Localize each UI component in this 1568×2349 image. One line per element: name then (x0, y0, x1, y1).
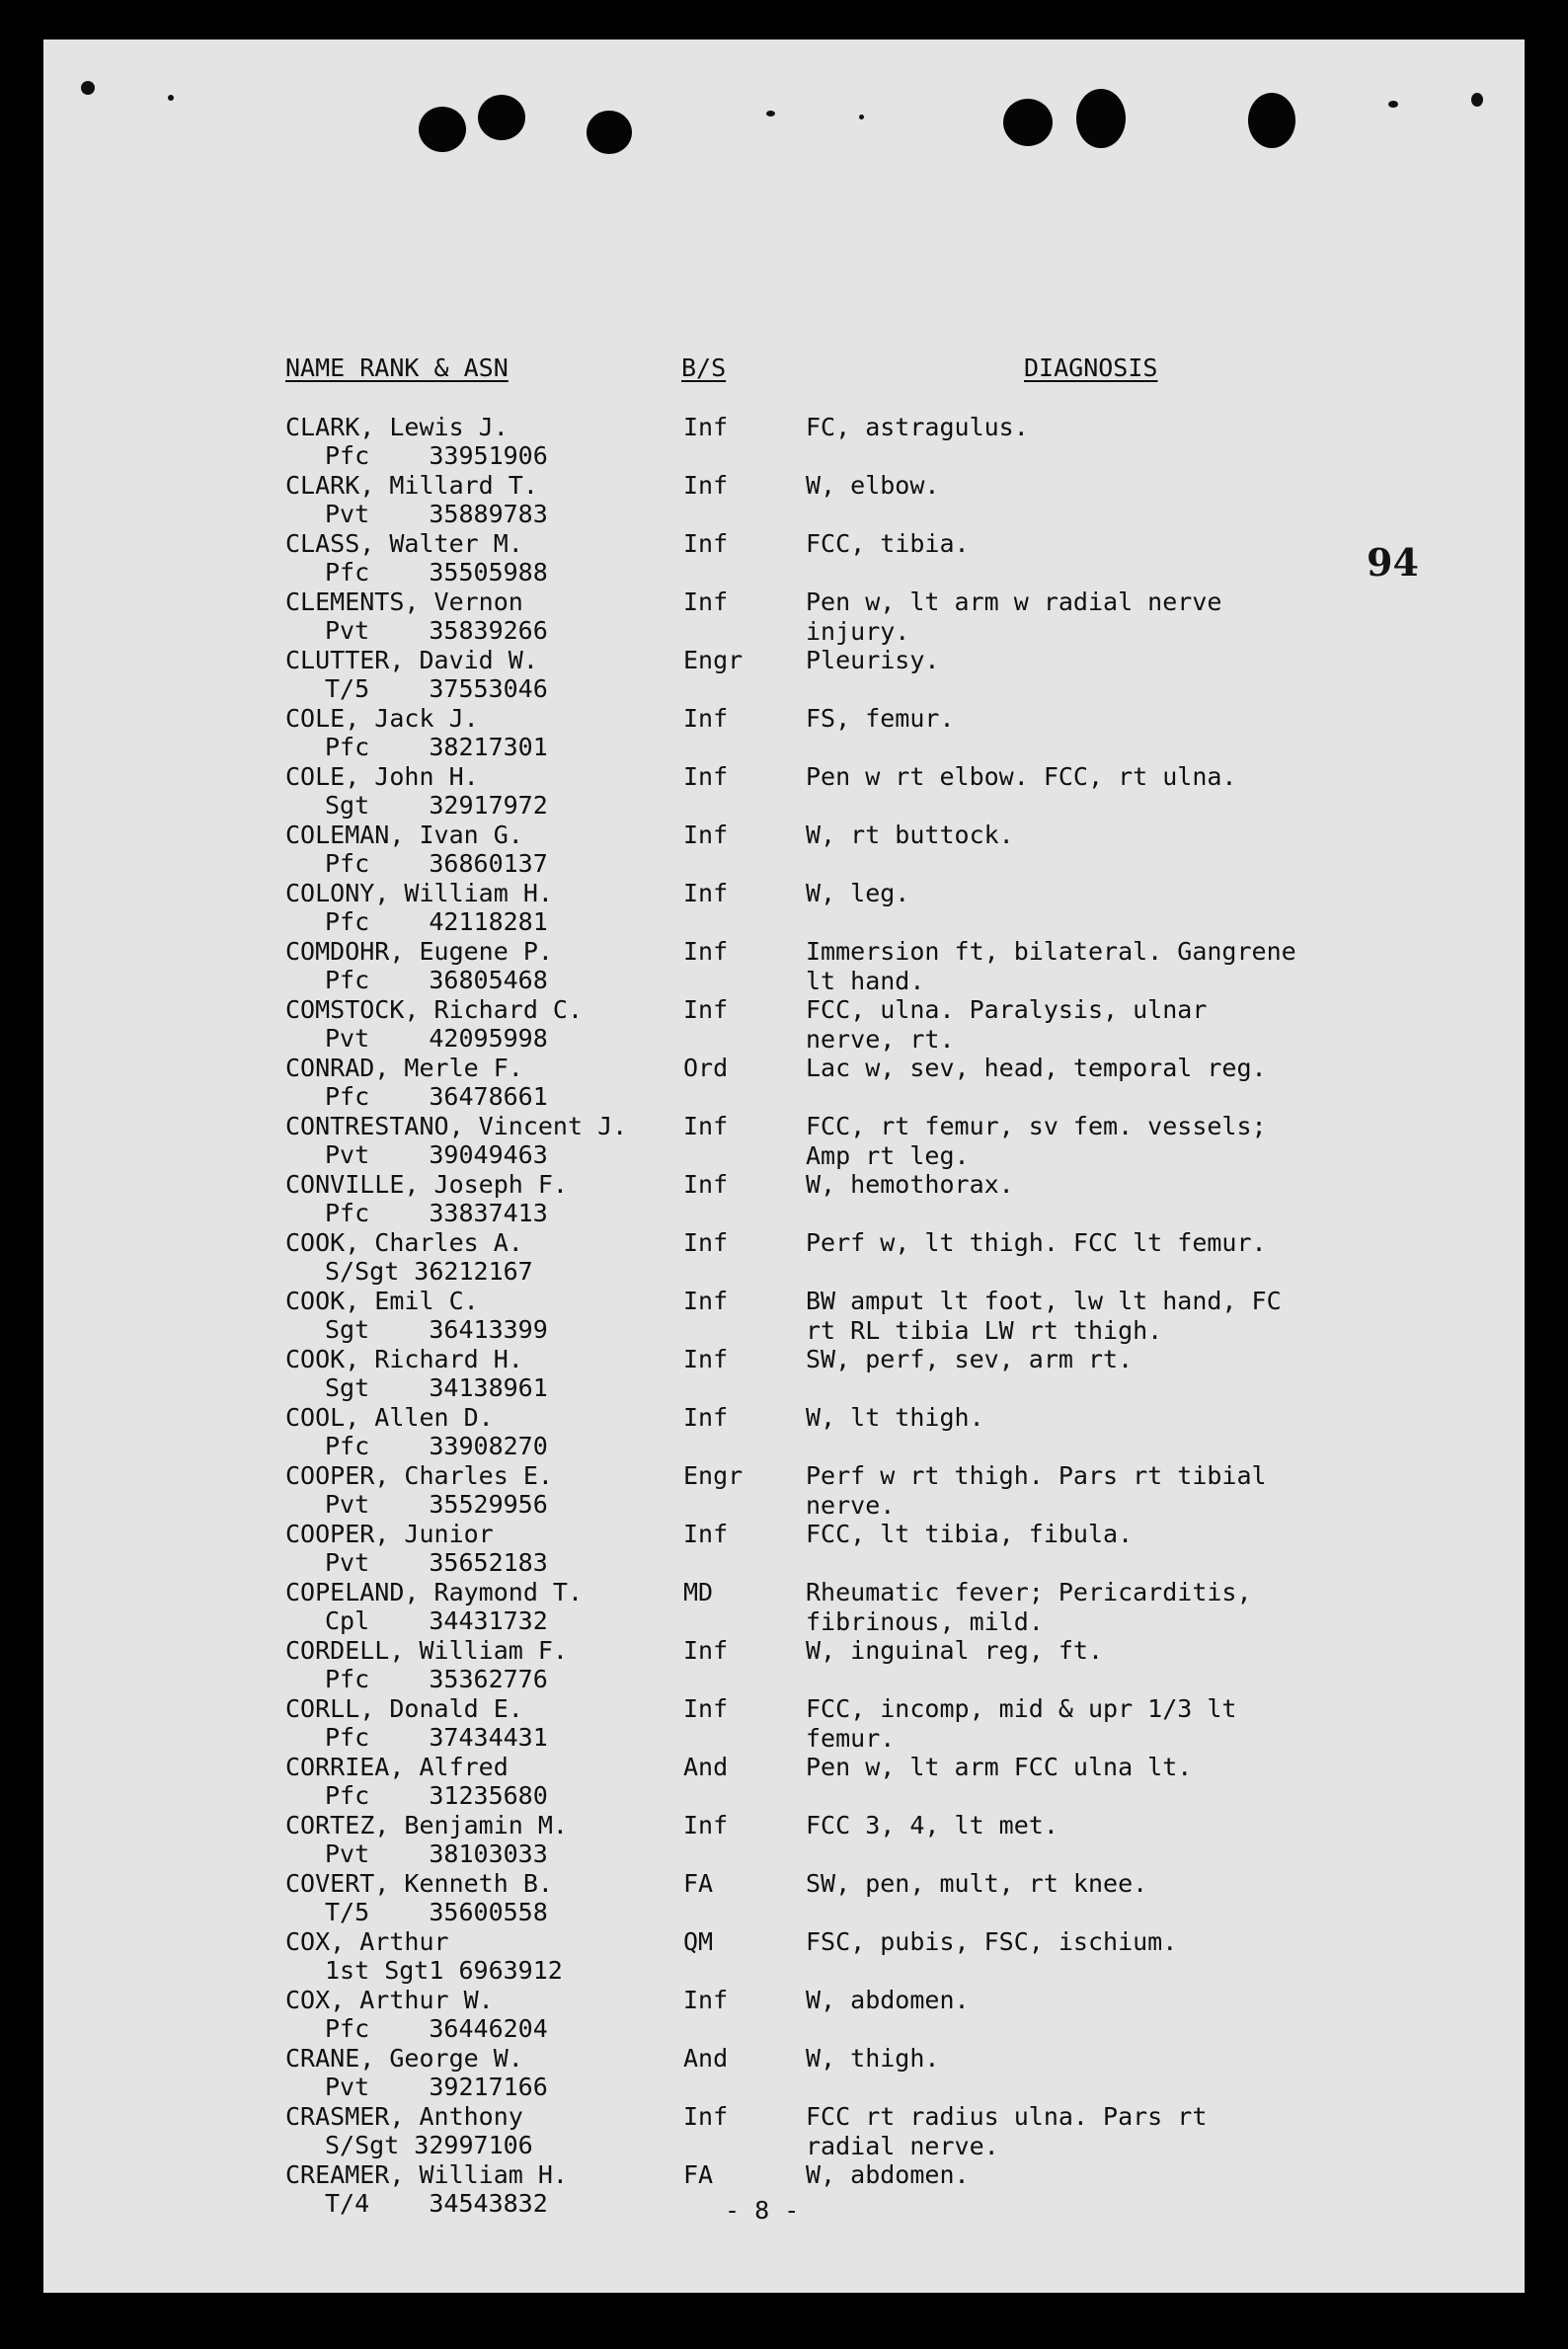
diagnosis (806, 471, 939, 501)
diagnosis (806, 1520, 1133, 1549)
soldier-name: CONRAD, Merle F. (285, 1054, 523, 1082)
diagnosis (806, 1287, 1282, 1345)
roster-list (43, 413, 1525, 2219)
list-item (43, 587, 1525, 646)
diagnosis-line: injury. (806, 616, 910, 646)
soldier-name: CLARK, Millard T. (285, 471, 538, 500)
list-item (43, 995, 1525, 1054)
rank-and-serial-number: Pvt 38103033 (325, 1840, 548, 1868)
document-page (43, 39, 1525, 2293)
rank-and-serial-number: Pvt 42095998 (325, 1024, 548, 1053)
soldier-name: CRASMER, Anthony (285, 2102, 523, 2131)
diagnosis (806, 995, 1207, 1054)
diagnosis-line: FC, astragulus. (806, 413, 1029, 441)
list-item (43, 413, 1525, 471)
soldier-name: CRANE, George W. (285, 2044, 523, 2073)
rank-and-serial-number: Pfc 33837413 (325, 1199, 548, 1227)
branch-of-service: Engr (683, 646, 744, 674)
diagnosis-line: SW, perf, sev, arm rt. (806, 1345, 1134, 1373)
diagnosis-line: fibrinous, mild. (806, 1606, 1044, 1636)
list-item (43, 1578, 1525, 1636)
diagnosis (806, 821, 1014, 850)
list-item (43, 1403, 1525, 1461)
list-item (43, 1112, 1525, 1170)
diagnosis (806, 1345, 1133, 1374)
diagnosis-line: Amp rt leg. (806, 1140, 970, 1170)
branch-of-service: Inf (683, 1112, 729, 1140)
list-item (43, 2044, 1525, 2102)
soldier-name: COLEMAN, Ivan G. (285, 821, 523, 849)
list-item (43, 1811, 1525, 1869)
branch-of-service: Engr (683, 1461, 744, 1490)
diagnosis-line: W, rt buttock. (806, 821, 1014, 849)
soldier-name: CORTEZ, Benjamin M. (285, 1811, 568, 1840)
diagnosis-line: lt hand. (806, 966, 925, 995)
list-item (43, 1520, 1525, 1578)
diagnosis-line: nerve. (806, 1490, 896, 1520)
rank-and-serial-number: 1st Sgt1 6963912 (325, 1956, 563, 1985)
header-bs: B/S (681, 353, 727, 382)
branch-of-service: Inf (683, 1345, 729, 1373)
rank-and-serial-number: T/5 37553046 (325, 674, 548, 703)
diagnosis (806, 529, 970, 559)
diagnosis (806, 587, 1221, 646)
branch-of-service: MD (683, 1578, 714, 1606)
list-item (43, 1287, 1525, 1345)
branch-of-service: Ord (683, 1054, 729, 1082)
soldier-name: COX, Arthur (285, 1927, 449, 1956)
diagnosis-line: rt RL tibia LW rt thigh. (806, 1315, 1163, 1345)
soldier-name: CORLL, Donald E. (285, 1694, 523, 1723)
diagnosis-line: FCC, lt tibia, fibula. (806, 1520, 1134, 1548)
branch-of-service: Inf (683, 587, 729, 616)
branch-of-service: Inf (683, 1520, 729, 1548)
list-item (43, 1228, 1525, 1287)
punch-hole (1076, 89, 1126, 148)
diagnosis-line: Pen w, lt arm w radial nerve (806, 587, 1222, 616)
rank-and-serial-number: Pfc 35362776 (325, 1665, 548, 1693)
list-item (43, 1694, 1525, 1753)
diagnosis-line: W, abdomen. (806, 1986, 970, 2014)
punch-hole (1248, 93, 1295, 148)
list-item (43, 821, 1525, 879)
diagnosis-line: FCC 3, 4, lt met. (806, 1811, 1058, 1840)
rank-and-serial-number: Sgt 36413399 (325, 1315, 548, 1344)
diagnosis-line: Immersion ft, bilateral. Gangrene (806, 937, 1296, 966)
diagnosis-line: FCC, incomp, mid & upr 1/3 lt (806, 1694, 1237, 1723)
list-item (43, 1461, 1525, 1520)
diagnosis (806, 1578, 1252, 1636)
diagnosis-line: FCC, tibia. (806, 529, 970, 558)
list-item (43, 879, 1525, 937)
diagnosis (806, 762, 1237, 792)
punch-hole (1003, 99, 1053, 146)
branch-of-service: Inf (683, 471, 729, 500)
rank-and-serial-number: T/5 35600558 (325, 1898, 548, 1926)
soldier-name: COMDOHR, Eugene P. (285, 937, 553, 966)
diagnosis (806, 1694, 1237, 1753)
page-number: - 8 - (725, 2196, 800, 2225)
rank-and-serial-number: Pfc 31235680 (325, 1781, 548, 1810)
diagnosis (806, 1054, 1267, 1083)
soldier-name: CLEMENTS, Vernon (285, 587, 523, 616)
branch-of-service: FA (683, 2160, 714, 2189)
rank-and-serial-number: Pvt 35652183 (325, 1548, 548, 1577)
list-item (43, 1753, 1525, 1811)
soldier-name: COOK, Charles A. (285, 1228, 523, 1257)
diagnosis-line: FCC, ulna. Paralysis, ulnar (806, 995, 1208, 1024)
list-item (43, 762, 1525, 821)
list-item (43, 704, 1525, 762)
diagnosis (806, 1753, 1192, 1782)
diagnosis (806, 646, 939, 675)
branch-of-service: And (683, 2044, 729, 2073)
branch-of-service: QM (683, 1927, 714, 1956)
diagnosis-line: FCC rt radius ulna. Pars rt (806, 2102, 1208, 2131)
branch-of-service: Inf (683, 1694, 729, 1723)
diagnosis (806, 704, 955, 734)
rank-and-serial-number: Pvt 35529956 (325, 1490, 548, 1519)
diagnosis-line: Rheumatic fever; Pericarditis, (806, 1578, 1252, 1606)
speck (859, 115, 864, 119)
diagnosis-line: BW amput lt foot, lw lt hand, FC (806, 1287, 1282, 1315)
list-item (43, 1054, 1525, 1112)
diagnosis-line: Perf w, lt thigh. FCC lt femur. (806, 1228, 1267, 1257)
soldier-name: COLE, Jack J. (285, 704, 479, 733)
diagnosis-line: nerve, rt. (806, 1024, 955, 1054)
rank-and-serial-number: Pfc 33908270 (325, 1432, 548, 1460)
rank-and-serial-number: Pfc 42118281 (325, 907, 548, 936)
diagnosis-line: FS, femur. (806, 704, 955, 733)
list-item (43, 1869, 1525, 1927)
diagnosis (806, 2102, 1207, 2160)
branch-of-service: Inf (683, 1403, 729, 1432)
soldier-name: CONVILLE, Joseph F. (285, 1170, 568, 1199)
soldier-name: COLE, John H. (285, 762, 479, 791)
soldier-name: CONTRESTANO, Vincent J. (285, 1112, 628, 1140)
branch-of-service: Inf (683, 1170, 729, 1199)
header-name-rank-asn: NAME RANK & ASN (285, 353, 509, 382)
rank-and-serial-number: Pfc 35505988 (325, 558, 548, 587)
diagnosis (806, 2044, 939, 2074)
diagnosis (806, 1927, 1177, 1957)
diagnosis (806, 1228, 1267, 1258)
diagnosis (806, 937, 1296, 995)
list-item (43, 1986, 1525, 2044)
rank-and-serial-number: Sgt 34138961 (325, 1373, 548, 1402)
list-item (43, 646, 1525, 704)
rank-and-serial-number: Pfc 36478661 (325, 1082, 548, 1111)
branch-of-service: Inf (683, 879, 729, 907)
branch-of-service: Inf (683, 2102, 729, 2131)
rank-and-serial-number: Pfc 38217301 (325, 733, 548, 761)
diagnosis-line: Lac w, sev, head, temporal reg. (806, 1054, 1267, 1082)
diagnosis-line: radial nerve. (806, 2131, 999, 2160)
diagnosis-line: W, inguinal reg, ft. (806, 1636, 1104, 1665)
soldier-name: COOK, Emil C. (285, 1287, 479, 1315)
diagnosis (806, 1811, 1058, 1840)
branch-of-service: Inf (683, 1287, 729, 1315)
soldier-name: CREAMER, William H. (285, 2160, 568, 2189)
speck (1471, 93, 1483, 107)
soldier-name: COVERT, Kenneth B. (285, 1869, 553, 1898)
list-item (43, 2102, 1525, 2160)
punch-hole (587, 111, 632, 154)
diagnosis-line: SW, pen, mult, rt knee. (806, 1869, 1148, 1898)
rank-and-serial-number: S/Sgt 32997106 (325, 2131, 533, 2159)
branch-of-service: Inf (683, 937, 729, 966)
rank-and-serial-number: Pvt 39049463 (325, 1140, 548, 1169)
list-item (43, 1927, 1525, 1986)
soldier-name: COOL, Allen D. (285, 1403, 494, 1432)
diagnosis (806, 1986, 970, 2015)
diagnosis (806, 1170, 1014, 1200)
branch-of-service: Inf (683, 1986, 729, 2014)
branch-of-service: Inf (683, 1636, 729, 1665)
speck (766, 111, 775, 117)
diagnosis-line: FSC, pubis, FSC, ischium. (806, 1927, 1178, 1956)
diagnosis (806, 2160, 970, 2190)
soldier-name: COOK, Richard H. (285, 1345, 523, 1373)
diagnosis-line: Perf w rt thigh. Pars rt tibial (806, 1461, 1267, 1490)
diagnosis-line: Pen w rt elbow. FCC, rt ulna. (806, 762, 1237, 791)
diagnosis-line: FCC, rt femur, sv fem. vessels; (806, 1112, 1267, 1140)
rank-and-serial-number: Pfc 36446204 (325, 2014, 548, 2043)
branch-of-service: Inf (683, 1228, 729, 1257)
soldier-name: COPELAND, Raymond T. (285, 1578, 584, 1606)
diagnosis-line: Pleurisy. (806, 646, 940, 674)
branch-of-service: And (683, 1753, 729, 1781)
rank-and-serial-number: Pvt 35889783 (325, 500, 548, 528)
punch-hole (478, 95, 525, 140)
stamp-number: 94 (1367, 540, 1419, 585)
rank-and-serial-number: Pfc 37434431 (325, 1723, 548, 1752)
soldier-name: COOPER, Junior (285, 1520, 494, 1548)
diagnosis (806, 1869, 1147, 1899)
diagnosis (806, 879, 909, 908)
rank-and-serial-number: T/4 34543832 (325, 2189, 548, 2218)
diagnosis-line: W, lt thigh. (806, 1403, 984, 1432)
list-item (43, 1636, 1525, 1694)
punch-hole (419, 107, 466, 152)
soldier-name: COOPER, Charles E. (285, 1461, 553, 1490)
diagnosis-line: W, hemothorax. (806, 1170, 1014, 1199)
speck (1388, 101, 1398, 108)
speck (81, 81, 95, 95)
rank-and-serial-number: Pvt 35839266 (325, 616, 548, 645)
speck (168, 95, 174, 101)
header-diagnosis: DIAGNOSIS (1024, 353, 1158, 382)
branch-of-service: Inf (683, 762, 729, 791)
list-item (43, 1170, 1525, 1228)
rank-and-serial-number: Sgt 32917972 (325, 791, 548, 820)
rank-and-serial-number: Pvt 39217166 (325, 2073, 548, 2101)
branch-of-service: Inf (683, 413, 729, 441)
list-item (43, 471, 1525, 529)
branch-of-service: Inf (683, 704, 729, 733)
soldier-name: CORRIEA, Alfred (285, 1753, 509, 1781)
branch-of-service: FA (683, 1869, 714, 1898)
branch-of-service: Inf (683, 995, 729, 1024)
soldier-name: CLASS, Walter M. (285, 529, 523, 558)
branch-of-service: Inf (683, 1811, 729, 1840)
diagnosis-line: W, thigh. (806, 2044, 940, 2073)
branch-of-service: Inf (683, 529, 729, 558)
diagnosis (806, 413, 1029, 442)
soldier-name: COX, Arthur W. (285, 1986, 494, 2014)
rank-and-serial-number: Cpl 34431732 (325, 1606, 548, 1635)
rank-and-serial-number: Pfc 36860137 (325, 849, 548, 878)
soldier-name: CLUTTER, David W. (285, 646, 538, 674)
branch-of-service: Inf (683, 821, 729, 849)
diagnosis (806, 1112, 1267, 1170)
diagnosis (806, 1636, 1103, 1666)
soldier-name: CLARK, Lewis J. (285, 413, 509, 441)
diagnosis-line: W, elbow. (806, 471, 940, 500)
diagnosis-line: Pen w, lt arm FCC ulna lt. (806, 1753, 1193, 1781)
diagnosis (806, 1403, 984, 1433)
rank-and-serial-number: S/Sgt 36212167 (325, 1257, 533, 1286)
diagnosis (806, 1461, 1267, 1520)
soldier-name: COLONY, William H. (285, 879, 553, 907)
diagnosis-line: W, abdomen. (806, 2160, 970, 2189)
list-item (43, 529, 1525, 587)
list-item (43, 937, 1525, 995)
rank-and-serial-number: Pfc 36805468 (325, 966, 548, 994)
diagnosis-line: femur. (806, 1723, 896, 1753)
soldier-name: COMSTOCK, Richard C. (285, 995, 584, 1024)
soldier-name: CORDELL, William F. (285, 1636, 568, 1665)
diagnosis-line: W, leg. (806, 879, 910, 907)
rank-and-serial-number: Pfc 33951906 (325, 441, 548, 470)
list-item (43, 1345, 1525, 1403)
